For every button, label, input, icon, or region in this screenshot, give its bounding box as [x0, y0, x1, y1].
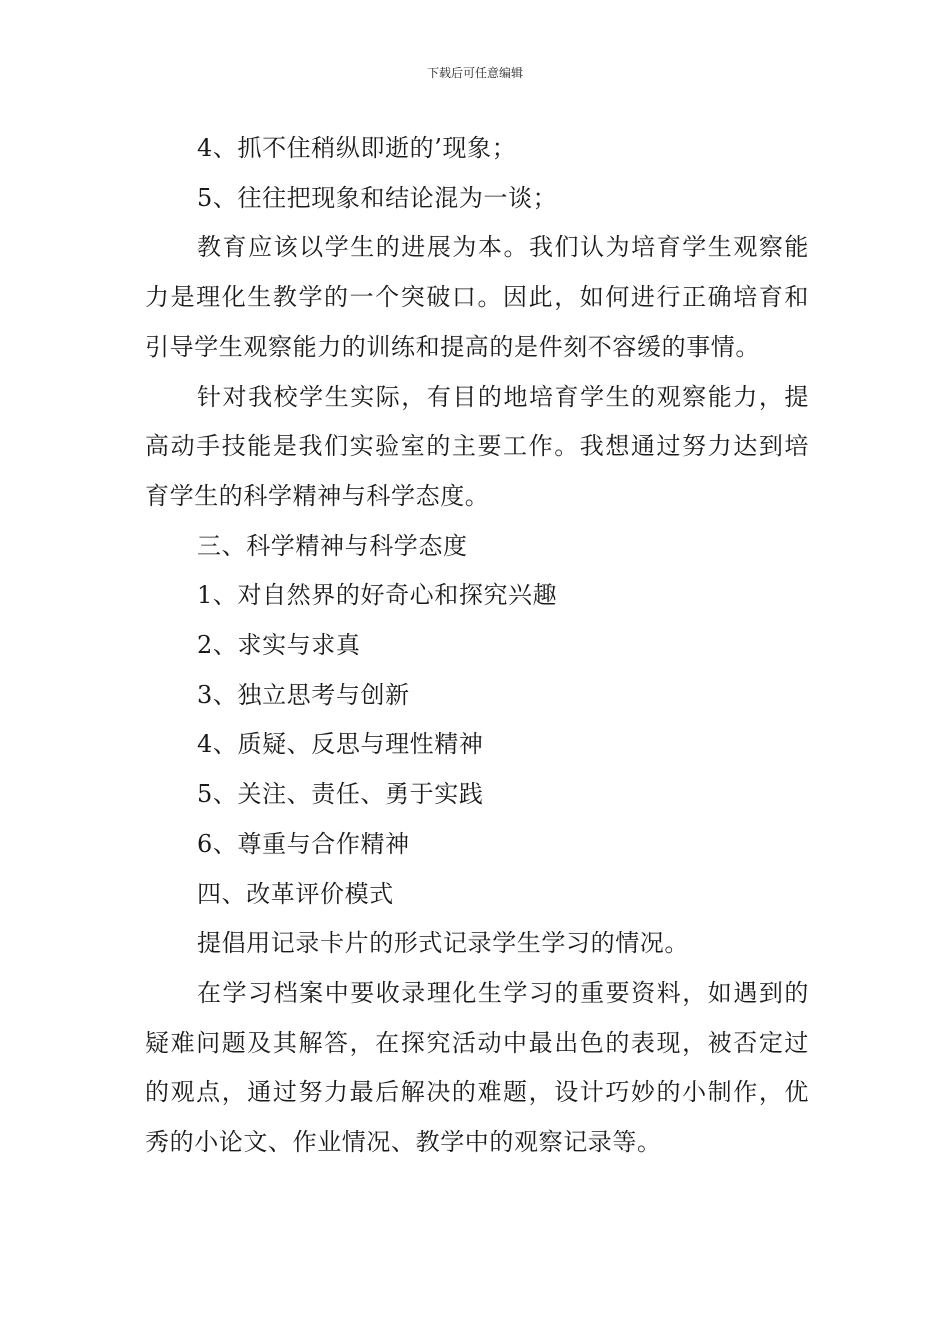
- list-item-6: 6、尊重与合作精神: [197, 829, 410, 858]
- paragraph-2: 5、往往把现象和结论混为一谈；: [197, 183, 558, 212]
- list-item-1: 1、对自然界的好奇心和探究兴趣: [197, 581, 558, 610]
- paragraph-3: 教育应该以学生的进展为本。我们认为培育学生观察能力是理化生教学的一个突破口。因此，如何进行正确培育和引导学生观察能力的训练和提高的是件刻不容缓的事情。: [145, 233, 809, 361]
- list-item-3: 3、独立思考与创新: [197, 680, 410, 709]
- paragraph-1: 4、抓不住稍纵即逝的’现象；: [197, 134, 517, 162]
- document-body: [145, 124, 809, 1168]
- paragraph-5: 提倡用记录卡片的形式记录学生学习的情况。: [197, 929, 689, 958]
- section-heading-four: 四、改革评价模式: [197, 879, 394, 908]
- paragraph-4: 针对我校学生实际，有目的地培育学生的观察能力，提高动手技能是我们实验室的主要工作。我想通过努力达到培育学生的科学精神与科学态度。: [145, 382, 809, 510]
- list-item-5: 5、关注、责任、勇于实践: [197, 780, 484, 809]
- section-heading-three: 三、科学精神与科学态度: [197, 531, 468, 560]
- paragraph-6: 在学习档案中要收录理化生学习的重要资料，如遇到的疑难问题及其解答，在探究活动中最出色的表现，被否定过的观点，通过努力最后解决的难题，设计巧妙的小制作，优秀的小论文、作业情况、教学中的观察记录等。: [145, 978, 809, 1157]
- list-item-4: 4、质疑、反思与理性精神: [197, 730, 484, 759]
- list-item-2: 2、求实与求真: [197, 631, 361, 660]
- header-note: 下载后可任意编辑: [426, 66, 523, 80]
